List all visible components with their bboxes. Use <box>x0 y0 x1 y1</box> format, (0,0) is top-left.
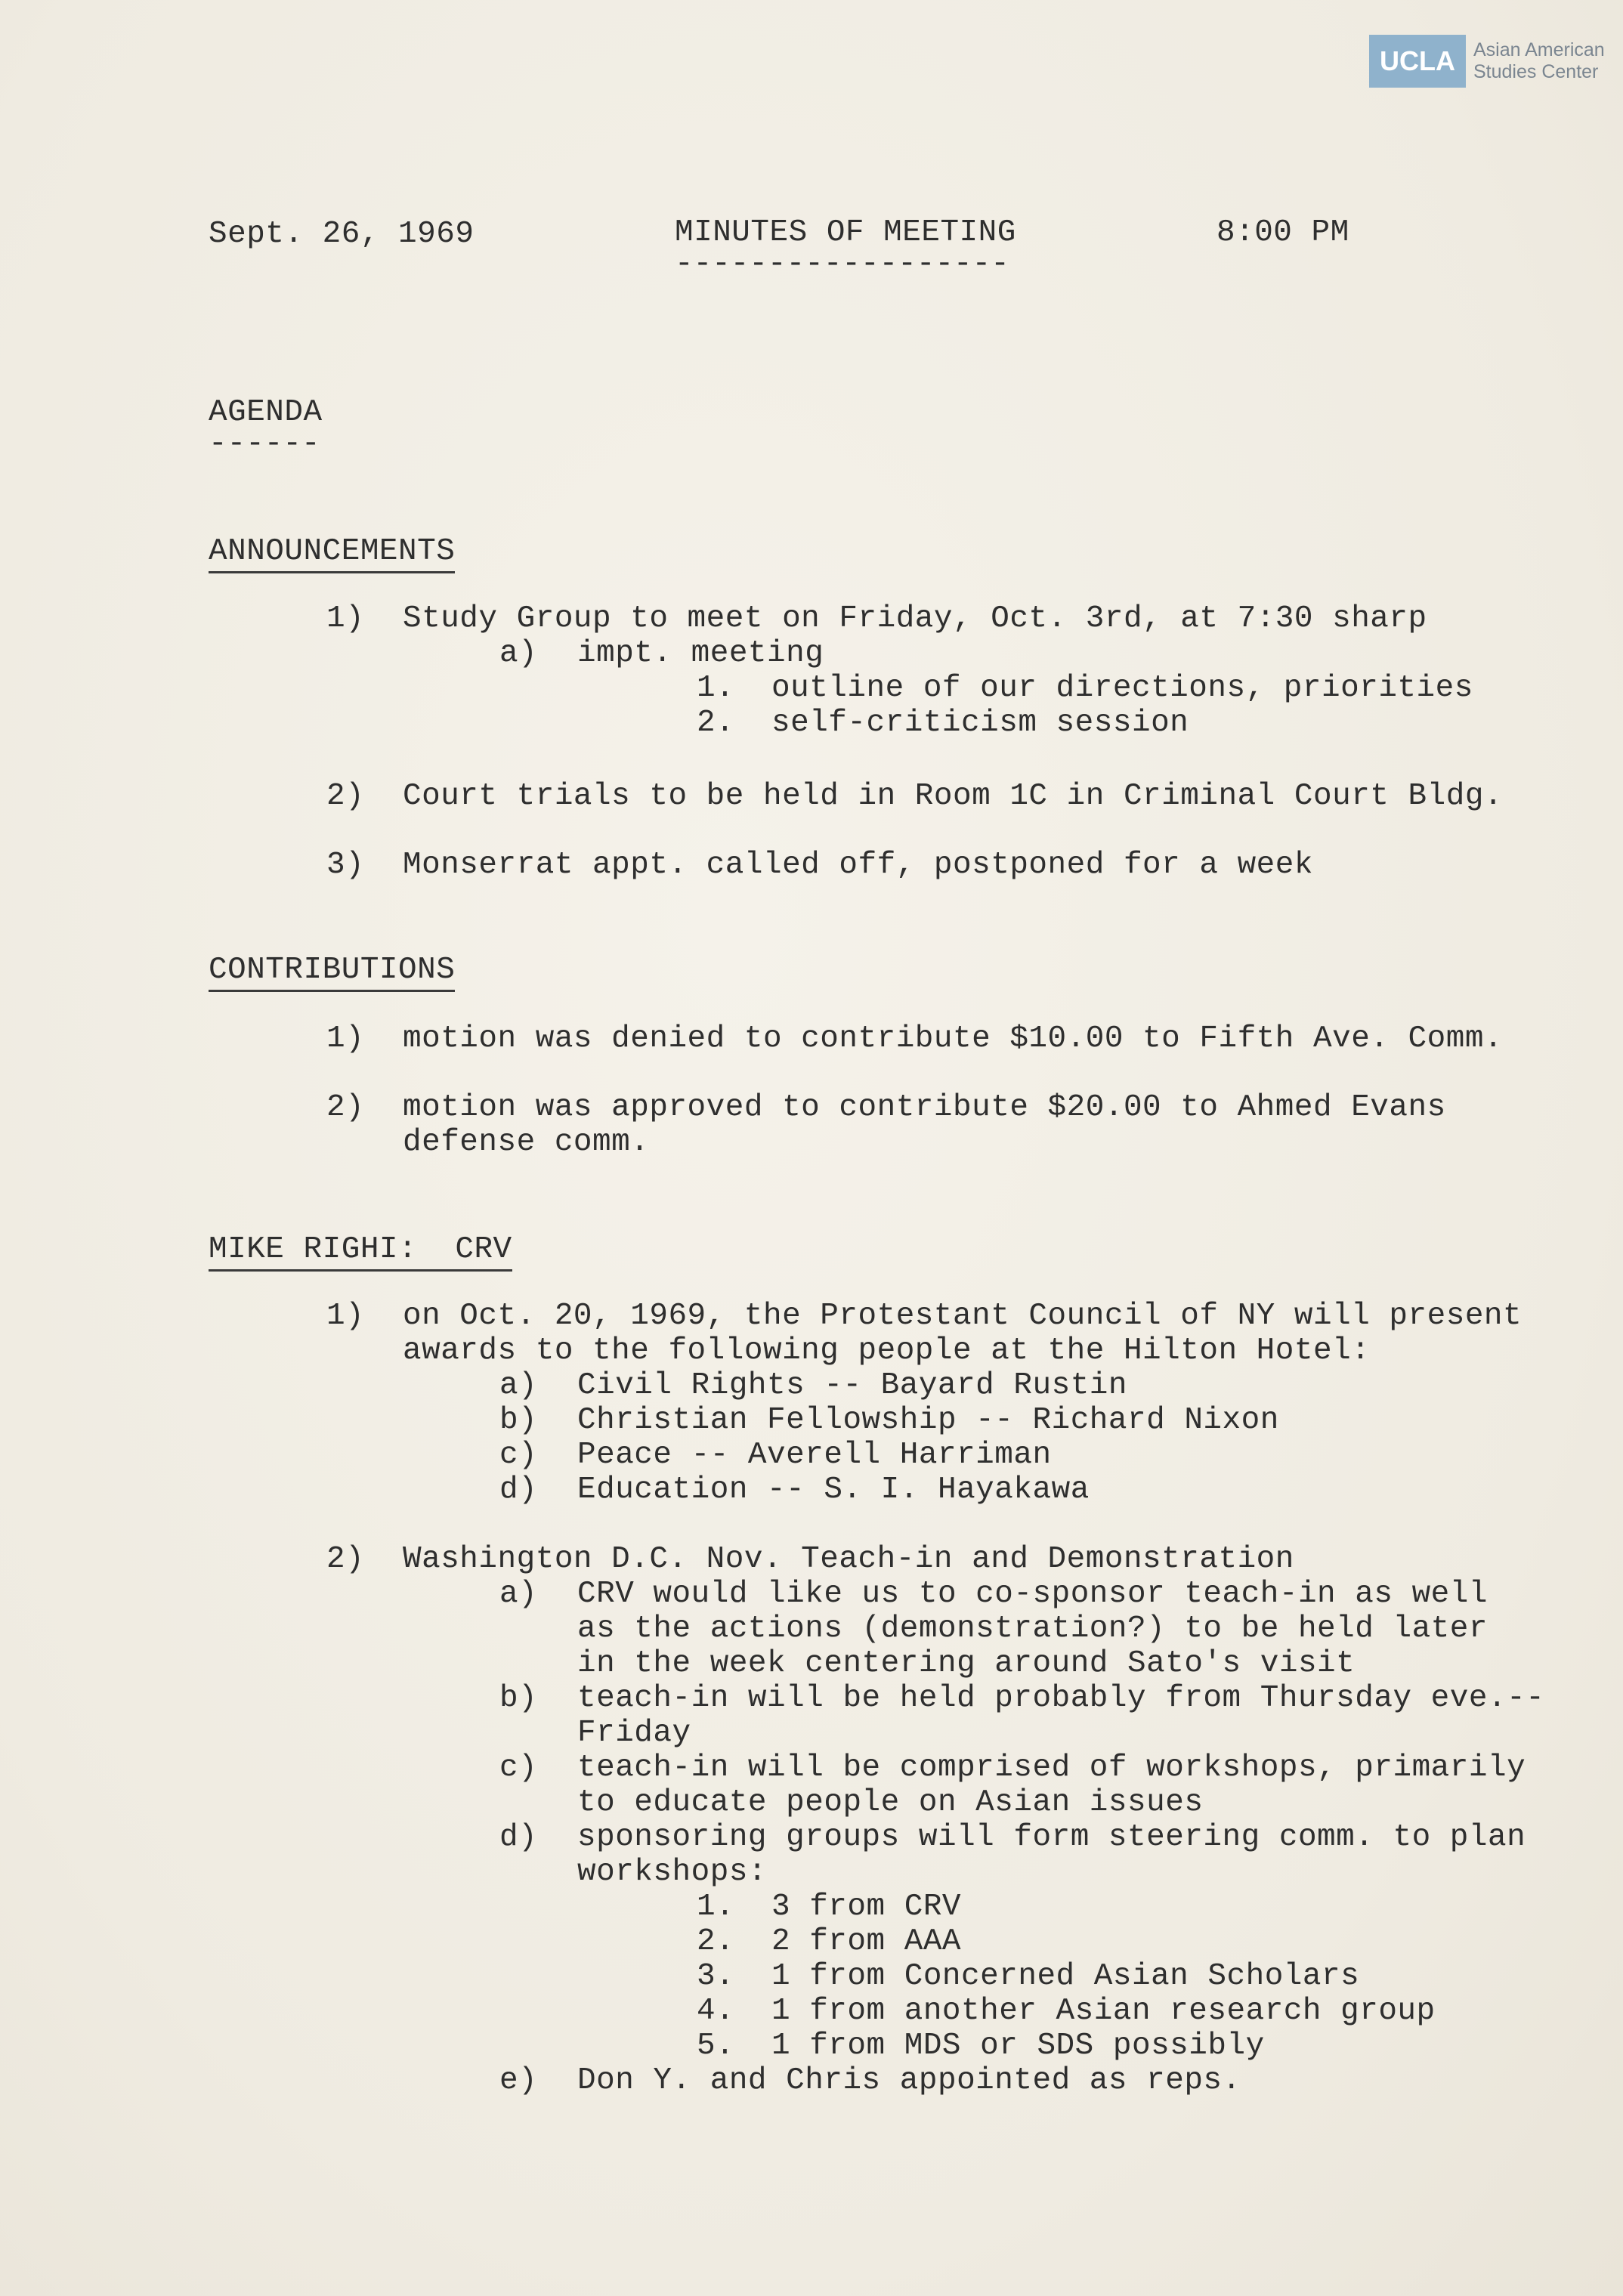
workshop-3-number: 3. <box>697 1959 735 1994</box>
righi-heading: MIKE RIGHI: CRV <box>209 1231 512 1272</box>
teachin-c-line-2: to educate people on Asian issues <box>577 1785 1204 1820</box>
workshop-4-text: 1 from another Asian research group <box>771 1994 1436 2029</box>
logo-caption <box>1473 39 1605 83</box>
righi-1-line-2: awards to the following people at the Hilton Hotel: <box>403 1333 1371 1368</box>
announcement-2-text: Court trials to be held in Room 1C in Criminal Court Bldg. <box>403 779 1504 814</box>
teachin-a-line-3: in the week centering around Sato's visit <box>577 1646 1356 1681</box>
ucla-logo-mark: UCLA <box>1369 35 1466 88</box>
announcements-heading: ANNOUNCEMENTS <box>209 533 455 573</box>
contribution-2-number: 2) <box>326 1090 365 1125</box>
announcement-2-number: 2) <box>326 779 365 814</box>
teachin-c-label: c) <box>499 1751 538 1785</box>
teachin-a-label: a) <box>499 1577 538 1612</box>
agenda-heading: AGENDA <box>209 395 323 430</box>
agenda-rule: ------ <box>209 427 320 462</box>
teachin-e-text: Don Y. and Chris appointed as reps. <box>577 2063 1241 2098</box>
meeting-time: 8:00 PM <box>1216 215 1349 250</box>
contribution-2-text: motion was approved to contribute $20.00 to Ahmed Evans <box>403 1090 1446 1125</box>
contributions-heading: CONTRIBUTIONS <box>209 952 455 992</box>
announcement-1a1-number: 1. <box>697 671 735 706</box>
workshop-2-text: 2 from AAA <box>771 1924 962 1959</box>
teachin-a-line-2: as the actions (demonstration?) to be held later <box>577 1612 1488 1646</box>
workshop-1-text: 3 from CRV <box>771 1890 962 1924</box>
page-title: MINUTES OF MEETING <box>675 215 1016 250</box>
workshop-1-number: 1. <box>697 1890 735 1924</box>
teachin-b-label: b) <box>499 1681 538 1716</box>
workshop-5-text: 1 from MDS or SDS possibly <box>771 2029 1265 2063</box>
workshop-3-text: 1 from Concerned Asian Scholars <box>771 1959 1360 1994</box>
teachin-c-line-1: teach-in will be comprised of workshops, primarily <box>577 1751 1526 1785</box>
teachin-d-label: d) <box>499 1820 538 1855</box>
award-c-text: Peace -- Averell Harriman <box>577 1438 1052 1472</box>
ucla-aasc-logo <box>1369 35 1605 88</box>
righi-2-number: 2) <box>326 1542 365 1577</box>
award-a-label: a) <box>499 1368 538 1403</box>
teachin-d-line-1: sponsoring groups will form steering comm. to plan <box>577 1820 1526 1855</box>
announcement-1a1-text: outline of our directions, priorities <box>771 671 1473 706</box>
award-b-label: b) <box>499 1403 538 1438</box>
teachin-e-label: e) <box>499 2063 538 2098</box>
logo-line-2: Studies Center <box>1473 61 1599 82</box>
righi-1-line-1: on Oct. 20, 1969, the Protestant Council of NY will present <box>403 1299 1523 1333</box>
award-d-label: d) <box>499 1472 538 1507</box>
announcement-3-text: Monserrat appt. called off, postponed for a week <box>403 848 1313 882</box>
announcement-1a2-text: self-criticism session <box>771 706 1189 740</box>
award-a-text: Civil Rights -- Bayard Rustin <box>577 1368 1128 1403</box>
workshop-5-number: 5. <box>697 2029 735 2063</box>
announcement-1a-label: a) <box>499 636 538 671</box>
meeting-date: Sept. 26, 1969 <box>209 217 475 252</box>
logo-line-1: Asian American <box>1473 39 1605 60</box>
announcement-1-number: 1) <box>326 601 365 636</box>
righi-1-number: 1) <box>326 1299 365 1333</box>
workshop-4-number: 4. <box>697 1994 735 2029</box>
righi-2-text: Washington D.C. Nov. Teach-in and Demonstration <box>403 1542 1294 1577</box>
award-b-text: Christian Fellowship -- Richard Nixon <box>577 1403 1279 1438</box>
announcement-1a-text: impt. meeting <box>577 636 824 671</box>
teachin-d-line-2: workshops: <box>577 1855 768 1890</box>
announcement-3-number: 3) <box>326 848 365 882</box>
announcement-1a2-number: 2. <box>697 706 735 740</box>
announcement-1-text: Study Group to meet on Friday, Oct. 3rd, at 7:30 sharp <box>403 601 1427 636</box>
award-d-text: Education -- S. I. Hayakawa <box>577 1472 1090 1507</box>
title-rule: ------------------ <box>675 247 1009 282</box>
teachin-a-line-1: CRV would like us to co-sponsor teach-in as well <box>577 1577 1488 1612</box>
contribution-2-text-cont: defense comm. <box>403 1125 650 1160</box>
contribution-1-number: 1) <box>326 1021 365 1056</box>
teachin-b-line-2: Friday <box>577 1716 691 1751</box>
workshop-2-number: 2. <box>697 1924 735 1959</box>
award-c-label: c) <box>499 1438 538 1472</box>
teachin-b-line-1: teach-in will be held probably from Thursday eve.-- <box>577 1681 1545 1716</box>
contribution-1-text: motion was denied to contribute $10.00 to Fifth Ave. Comm. <box>403 1021 1504 1056</box>
